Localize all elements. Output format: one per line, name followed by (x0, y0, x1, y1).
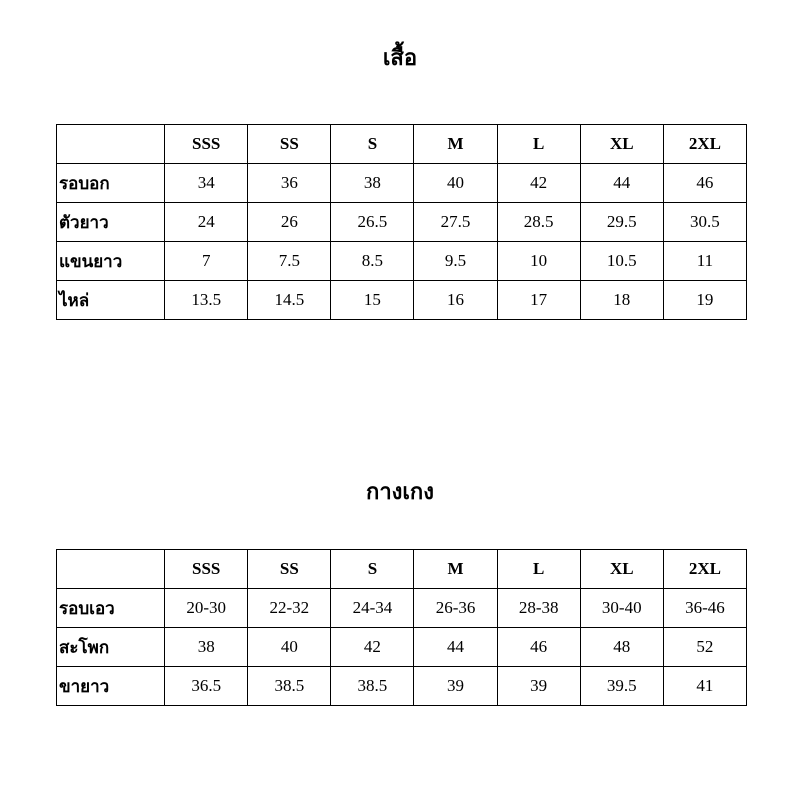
corner-cell (57, 125, 165, 164)
row-label: แขนยาว (57, 242, 165, 281)
measurement-cell: 13.5 (165, 281, 248, 320)
measurement-cell: 39.5 (580, 667, 663, 706)
measurement-cell: 26.5 (331, 203, 414, 242)
size-header: S (331, 125, 414, 164)
measurement-cell: 18 (580, 281, 663, 320)
header-row (57, 550, 747, 589)
measurement-cell: 46 (497, 628, 580, 667)
corner-cell (57, 550, 165, 589)
measurement-cell: 36 (248, 164, 331, 203)
pants-size-table (56, 549, 747, 706)
measurement-cell: 7 (165, 242, 248, 281)
measurement-cell: 28-38 (497, 589, 580, 628)
measurement-cell: 10 (497, 242, 580, 281)
measurement-cell: 39 (414, 667, 497, 706)
shirt-size-table (56, 124, 747, 320)
measurement-cell: 44 (414, 628, 497, 667)
measurement-cell: 26-36 (414, 589, 497, 628)
measurement-cell: 9.5 (414, 242, 497, 281)
measurement-cell: 46 (663, 164, 746, 203)
row-label: ขายาว (57, 667, 165, 706)
size-header: SS (248, 550, 331, 589)
measurement-cell: 48 (580, 628, 663, 667)
table-row (57, 589, 747, 628)
measurement-cell: 19 (663, 281, 746, 320)
measurement-cell: 30-40 (580, 589, 663, 628)
row-label: ตัวยาว (57, 203, 165, 242)
table-row (57, 242, 747, 281)
size-header: M (414, 125, 497, 164)
measurement-cell: 28.5 (497, 203, 580, 242)
measurement-cell: 38.5 (331, 667, 414, 706)
table-row (57, 164, 747, 203)
measurement-cell: 40 (248, 628, 331, 667)
measurement-cell: 16 (414, 281, 497, 320)
size-header: XL (580, 125, 663, 164)
measurement-cell: 8.5 (331, 242, 414, 281)
measurement-cell: 11 (663, 242, 746, 281)
size-header: S (331, 550, 414, 589)
measurement-cell: 27.5 (414, 203, 497, 242)
measurement-cell: 36.5 (165, 667, 248, 706)
measurement-cell: 38 (165, 628, 248, 667)
measurement-cell: 42 (331, 628, 414, 667)
measurement-cell: 38.5 (248, 667, 331, 706)
size-header: 2XL (663, 125, 746, 164)
size-header: XL (580, 550, 663, 589)
measurement-cell: 36-46 (663, 589, 746, 628)
header-row (57, 125, 747, 164)
row-label: รอบเอว (57, 589, 165, 628)
measurement-cell: 20-30 (165, 589, 248, 628)
size-header: M (414, 550, 497, 589)
measurement-cell: 41 (663, 667, 746, 706)
measurement-cell: 7.5 (248, 242, 331, 281)
measurement-cell: 40 (414, 164, 497, 203)
measurement-cell: 15 (331, 281, 414, 320)
size-header: L (497, 550, 580, 589)
table-row (57, 203, 747, 242)
size-header: 2XL (663, 550, 746, 589)
row-label: รอบอก (57, 164, 165, 203)
measurement-cell: 34 (165, 164, 248, 203)
measurement-cell: 39 (497, 667, 580, 706)
measurement-cell: 38 (331, 164, 414, 203)
measurement-cell: 30.5 (663, 203, 746, 242)
measurement-cell: 52 (663, 628, 746, 667)
measurement-cell: 17 (497, 281, 580, 320)
measurement-cell: 22-32 (248, 589, 331, 628)
measurement-cell: 14.5 (248, 281, 331, 320)
table-row (57, 667, 747, 706)
table-row (57, 628, 747, 667)
size-header: SS (248, 125, 331, 164)
pants-section-title: กางเกง (366, 480, 434, 505)
size-header: SSS (165, 550, 248, 589)
measurement-cell: 24 (165, 203, 248, 242)
measurement-cell: 10.5 (580, 242, 663, 281)
measurement-cell: 26 (248, 203, 331, 242)
measurement-cell: 24-34 (331, 589, 414, 628)
size-header: SSS (165, 125, 248, 164)
shirt-section-title: เสื้อ (382, 46, 418, 71)
measurement-cell: 42 (497, 164, 580, 203)
row-label: ไหล่ (57, 281, 165, 320)
measurement-cell: 44 (580, 164, 663, 203)
table-row (57, 281, 747, 320)
row-label: สะโพก (57, 628, 165, 667)
measurement-cell: 29.5 (580, 203, 663, 242)
size-header: L (497, 125, 580, 164)
